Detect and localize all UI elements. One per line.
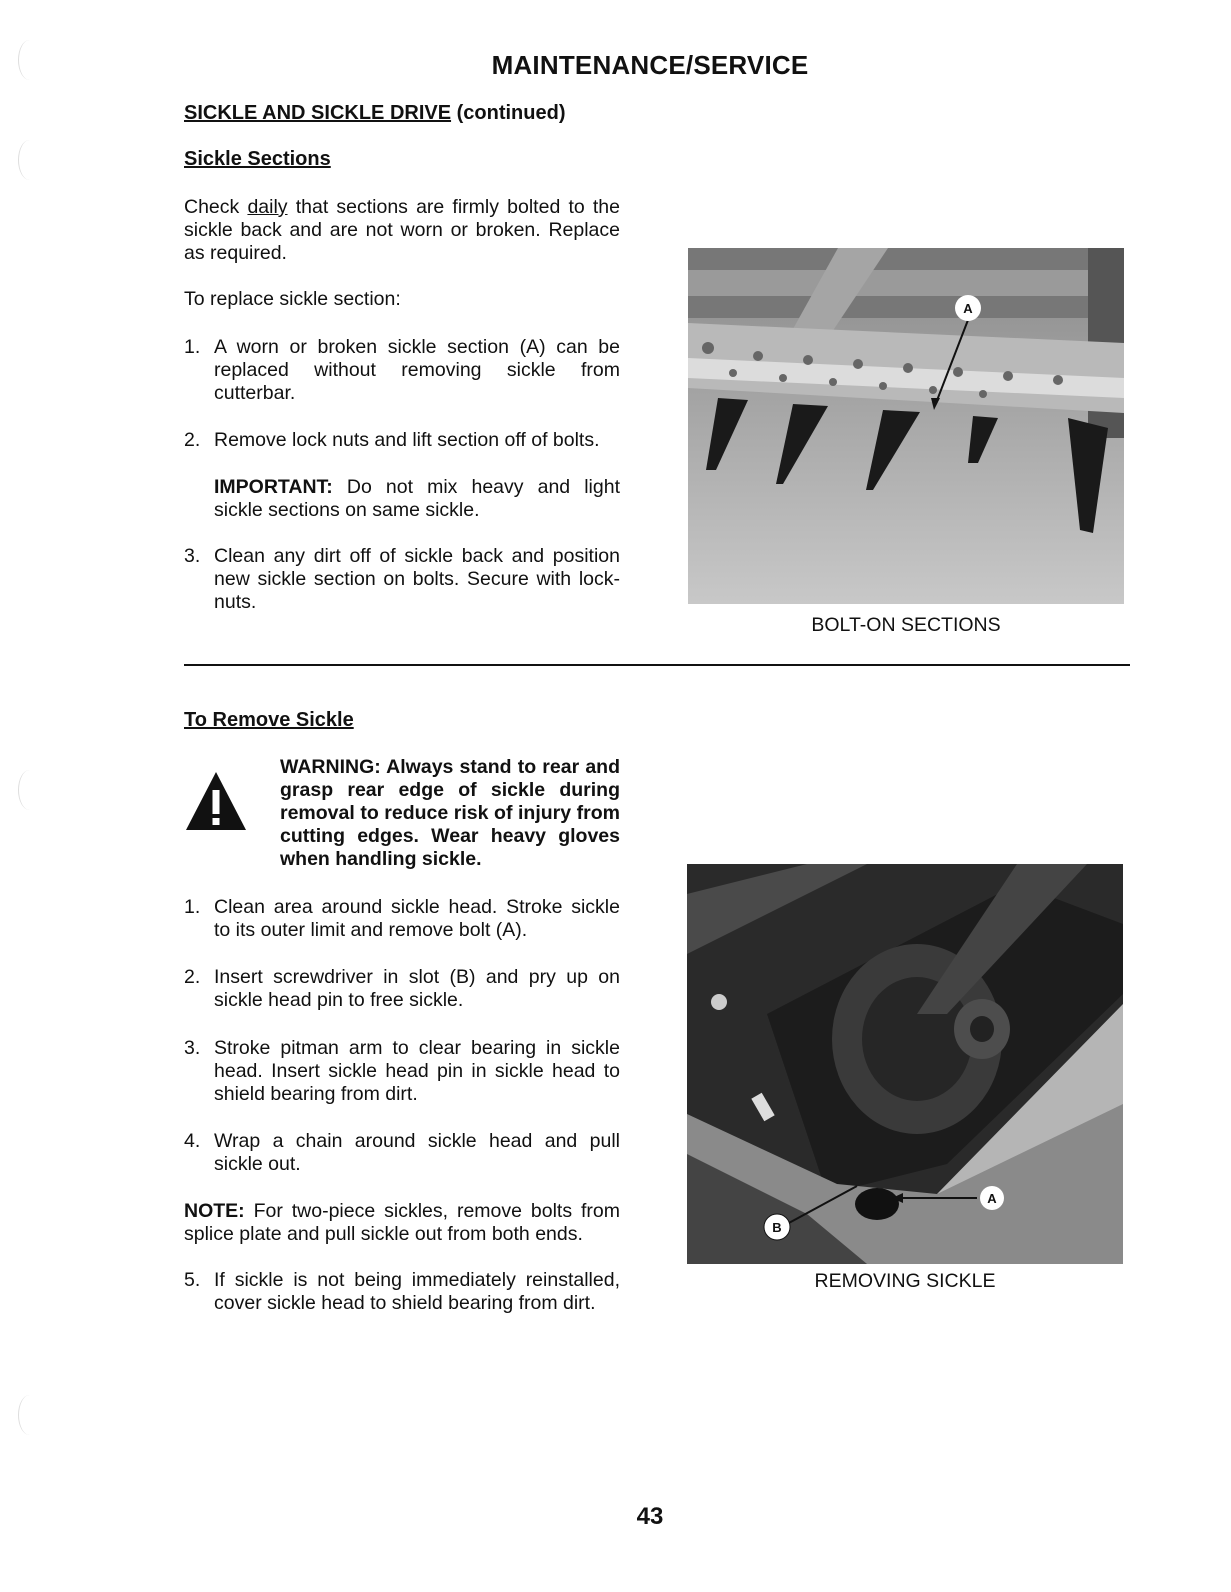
removing-sickle-illustration (687, 864, 1123, 1264)
important-label: IMPORTANT: (214, 476, 333, 498)
step-number: 2. (184, 429, 201, 451)
bolt-on-sections-caption: BOLT-ON SECTIONS (811, 614, 1001, 636)
step-text: Clean area around sickle head. Stroke sickle to its outer limit and remove bolt (A). (214, 896, 620, 941)
removing-sickle-photo (687, 864, 1123, 1264)
replace-lead: To replace sickle section: (184, 288, 401, 310)
sickle-sections-heading: Sickle Sections (184, 148, 331, 170)
note-label: NOTE: (184, 1200, 245, 1222)
step-number: 3. (184, 1037, 201, 1059)
step-number: 4. (184, 1130, 201, 1152)
remove-sickle-heading: To Remove Sickle (184, 709, 354, 731)
warning-text: WARNING: Always stand to rear and grasp rear edge of sickle during removal to reduce risk of injury from cutting edges. Wear heavy gloves when handling sickle. (280, 756, 620, 870)
photo-label-a: A (987, 1191, 997, 1206)
step-text: If sickle is not being immediately reinstalled, cover sickle head to shield bearing from dirt. (214, 1269, 620, 1314)
sickle-sections-intro (184, 196, 620, 265)
step-number: 3. (184, 545, 201, 567)
intro-text: Check (184, 196, 248, 218)
photo-label-b: B (772, 1220, 782, 1235)
page-title: MAINTENANCE/SERVICE (491, 50, 809, 80)
intro-emphasis: daily (247, 196, 288, 218)
warning-icon (184, 770, 248, 832)
step-text: Clean any dirt off of sickle back and position new sickle section on bolts. Secure with lock-nuts. (214, 545, 620, 613)
binder-hole-mark (18, 1395, 41, 1435)
step-number: 1. (184, 896, 201, 918)
section-title (184, 102, 566, 125)
step-number: 5. (184, 1269, 201, 1291)
important-body (214, 476, 620, 522)
section-divider (184, 664, 1130, 666)
note-text: For two-piece sickles, remove bolts from splice plate and pull sickle out from both ends. (184, 1200, 620, 1245)
removing-sickle-caption: REMOVING SICKLE (814, 1270, 996, 1292)
step-number: 1. (184, 336, 201, 358)
bolt-on-sections-photo (688, 248, 1124, 604)
step-text: Wrap a chain around sickle head and pull sickle out. (214, 1130, 620, 1175)
bolt-on-sections-illustration (688, 248, 1124, 604)
important-text: Do not mix heavy and light sickle sections on same sickle. (214, 476, 620, 521)
intro-text-rest: that sections are firmly bolted to the sickle back and are not worn or broken. Replace as required. (184, 196, 620, 264)
binder-hole-mark (18, 770, 41, 810)
step-number: 2. (184, 966, 201, 988)
note-paragraph (184, 1200, 620, 1246)
step-text: Remove lock nuts and lift section off of bolts. (214, 429, 600, 451)
page-number: 43 (636, 1503, 664, 1530)
step-text: Stroke pitman arm to clear bearing in sickle head. Insert sickle head pin in sickle head to shield bearing from dirt. (214, 1037, 620, 1105)
step-text: A worn or broken sickle section (A) can be replaced without removing sickle from cutterbar. (214, 336, 620, 404)
step-text: Insert screwdriver in slot (B) and pry up on sickle head pin to free sickle. (214, 966, 620, 1011)
photo-label-a: A (963, 301, 973, 316)
section-title-main: SICKLE AND SICKLE DRIVE (184, 102, 452, 124)
section-title-suffix: (continued) (451, 102, 566, 124)
binder-hole-mark (18, 140, 41, 180)
